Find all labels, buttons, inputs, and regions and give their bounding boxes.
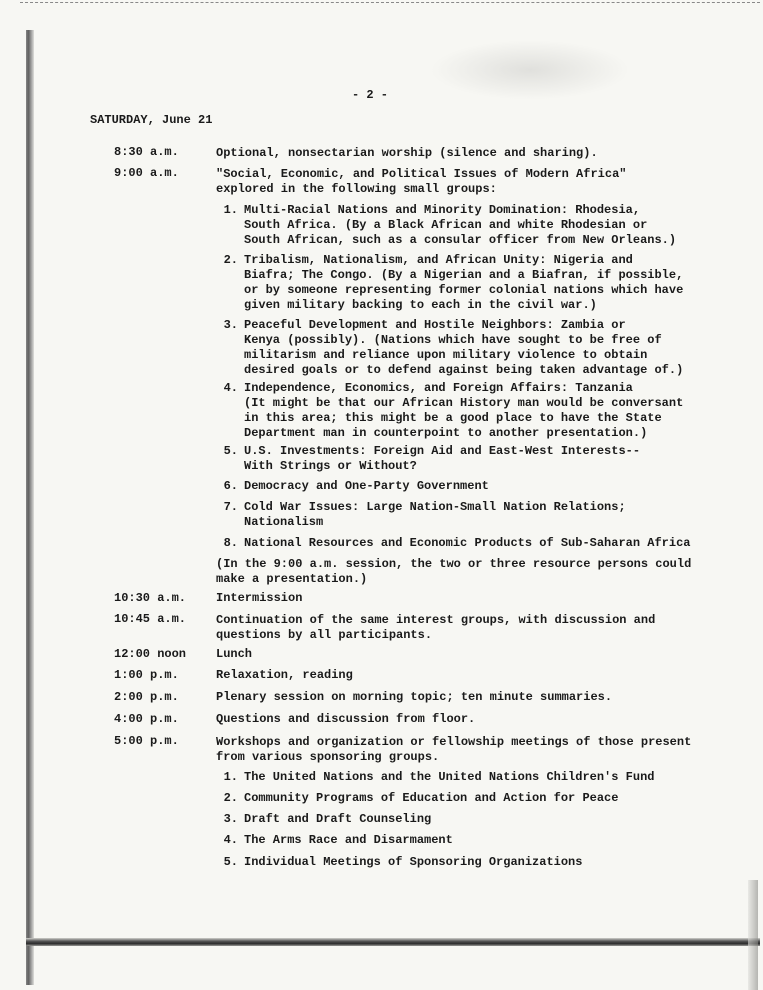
group-item: Independence, Economics, and Foreign Affairs: Tanzania (It might be that our African History man would be conversant in this area; this might be a good place to have the State Department man in counterpoint to another presentation.) <box>244 381 684 440</box>
day-heading: SATURDAY, June 21 <box>90 113 213 127</box>
page-right-edge-shadow <box>748 880 758 990</box>
entry-description: Continuation of the same interest groups, with discussion and questions by all participants. <box>216 613 656 642</box>
session-note: (In the 9:00 a.m. session, the two or three resource persons could make a presentation.) <box>216 557 692 586</box>
entry-description: "Social, Economic, and Political Issues of Modern Africa" explored in the following small groups: <box>216 167 627 196</box>
entry-time: 10:30 a.m. <box>114 591 187 605</box>
group-item: Multi-Racial Nations and Minority Domination: Rhodesia, South Africa. (By a Black African and white Rhodesian or South African, such as a consular officer from New Orleans.) <box>244 203 677 247</box>
group-item: Democracy and One-Party Government <box>244 479 489 493</box>
group-item: Peaceful Development and Hostile Neighbors: Zambia or Kenya (possibly). (Nations which have sought to be free of militarism and reliance upon military violence to obtain desired goals or to defend against being taken advantage of.) <box>244 318 684 377</box>
workshop-item: The United Nations and the United Nations Children's Fund <box>244 770 655 784</box>
entry-description: Workshops and organization or fellowship meetings of those present from various sponsoring groups. <box>216 735 692 764</box>
group-number: 8. <box>223 536 238 550</box>
group-number: 1. <box>223 203 238 217</box>
workshop-item: The Arms Race and Disarmament <box>244 833 453 847</box>
group-number: 3. <box>223 318 238 332</box>
scan-noise <box>430 40 630 100</box>
entry-time: 9:00 a.m. <box>114 166 179 180</box>
group-number: 2. <box>223 253 238 267</box>
workshop-number: 3. <box>223 812 238 826</box>
entry-description: Plenary session on morning topic; ten minute summaries. <box>216 690 613 704</box>
entry-time: 2:00 p.m. <box>114 690 179 704</box>
entry-time: 1:00 p.m. <box>114 668 179 682</box>
entry-description: Questions and discussion from floor. <box>216 712 476 726</box>
group-number: 4. <box>223 381 238 395</box>
page-bottom-edge <box>26 938 760 946</box>
page-number: - 2 - <box>352 88 389 102</box>
group-item: Tribalism, Nationalism, and African Unity: Nigeria and Biafra; The Congo. (By a Nigerian and a Biafran, if possible, or by someone representing former colonial nations which have given military backing to each in the civil war.) <box>244 253 684 312</box>
entry-description: Lunch <box>216 647 253 661</box>
workshop-item: Individual Meetings of Sponsoring Organizations <box>244 855 583 869</box>
workshop-number: 1. <box>223 770 238 784</box>
entry-time: 12:00 noon <box>114 647 187 661</box>
workshop-number: 4. <box>223 833 238 847</box>
entry-description: Optional, nonsectarian worship (silence and sharing). <box>216 146 598 160</box>
entry-time: 8:30 a.m. <box>114 145 179 159</box>
entry-time: 4:00 p.m. <box>114 712 179 726</box>
page-left-binding-shadow <box>26 30 34 985</box>
group-item: U.S. Investments: Foreign Aid and East-West Interests-- With Strings or Without? <box>244 444 641 473</box>
entry-description: Relaxation, reading <box>216 668 353 682</box>
page-top-edge <box>20 2 760 3</box>
workshop-item: Draft and Draft Counseling <box>244 812 432 826</box>
workshop-number: 5. <box>223 855 238 869</box>
group-number: 7. <box>223 500 238 514</box>
entry-time: 5:00 p.m. <box>114 734 179 748</box>
group-item: Cold War Issues: Large Nation-Small Nation Relations; Nationalism <box>244 500 626 529</box>
entry-time: 10:45 a.m. <box>114 612 187 626</box>
group-item: National Resources and Economic Products of Sub-Saharan Africa <box>244 536 691 550</box>
workshop-item: Community Programs of Education and Action for Peace <box>244 791 619 805</box>
entry-description: Intermission <box>216 591 303 605</box>
group-number: 6. <box>223 479 238 493</box>
workshop-number: 2. <box>223 791 238 805</box>
group-number: 5. <box>223 444 238 458</box>
